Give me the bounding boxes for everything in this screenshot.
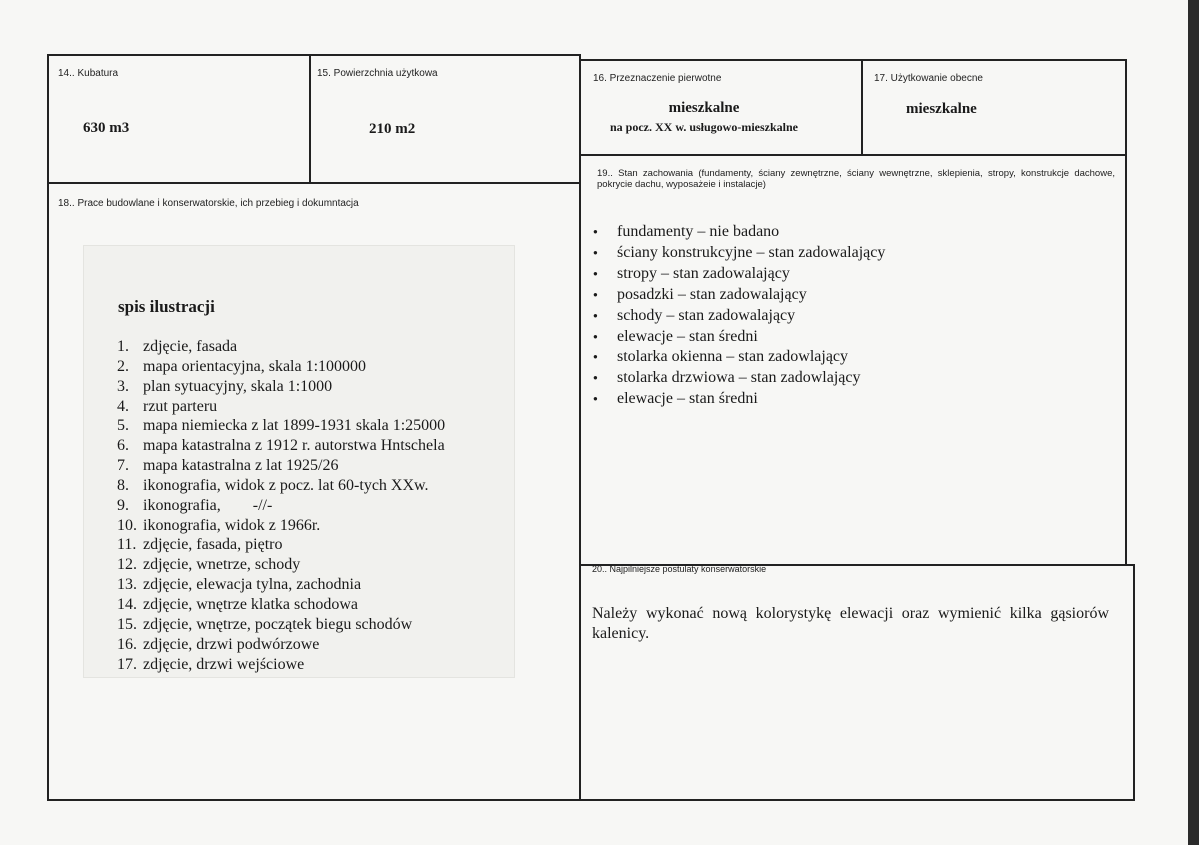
list-item: ● stolarka okienna – stan zadowlający	[592, 347, 885, 368]
list-item: 1. zdjęcie, fasada	[117, 338, 238, 355]
illustration-list	[117, 337, 445, 674]
list-item: ● schody – stan zadowalający	[592, 306, 885, 327]
list-item: 6. mapa katastralna z 1912 r. autorstwa Hntschela	[117, 437, 445, 455]
field-17-label: 17. Użytkowanie obecne	[874, 73, 983, 84]
field-19-label: 19.. Stan zachowania (fundamenty, ściany zewnętrzne, ściany wewnętrzne, sklepienia, stropy, konstrukcje dachowe, pokrycie dachu, wyposażeie i instalacje)	[597, 168, 1115, 190]
field-15-value: 210 m2	[369, 121, 416, 137]
field-20-box	[579, 564, 1135, 801]
list-item: 16. zdjęcie, drzwi podwórzowe	[117, 635, 320, 653]
illustration-list-title: spis ilustracji	[118, 297, 215, 316]
list-item: ● stolarka drzwiowa – stan zadowlający	[592, 368, 885, 389]
list-item: 12. zdjęcie, wnetrze, schody	[117, 556, 301, 574]
list-item: 17. zdjęcie, drzwi wejściowe	[117, 655, 305, 673]
field-16-label: 16. Przeznaczenie pierwotne	[593, 73, 722, 84]
list-item: ● stropy – stan zadowalający	[592, 264, 885, 285]
field-15-label: 15. Powierzchnia użytkowa	[317, 68, 438, 79]
list-item: 15. zdjęcie, wnętrze, początek biegu schodów	[117, 615, 413, 633]
list-item: 5. mapa niemiecka z lat 1899-1931 skala 1:25000	[117, 417, 446, 435]
list-item: 11. zdjęcie, fasada, piętro	[117, 536, 283, 554]
field-14-value: 630 m3	[83, 120, 130, 136]
list-item: 8. ikonografia, widok z pocz. lat 60-tych XXw.	[117, 476, 429, 494]
field-20-text: Należy wykonać nową kolorystykę elewacji oraz wymienić kilka gąsiorów kalenicy.	[592, 605, 1109, 642]
list-item: 4. rzut parteru	[117, 397, 218, 415]
field-16-note: na pocz. XX w. usługowo-mieszkalne	[609, 120, 798, 134]
list-item: 3. plan sytuacyjny, skala 1:1000	[117, 377, 333, 395]
field-18-label: 18.. Prace budowlane i konserwatorskie, ich przebieg i dokumntacja	[58, 198, 359, 209]
list-item: ● elewacje – stan średni	[592, 389, 885, 410]
list-item: ● ściany konstrukcyjne – stan zadowalający	[592, 243, 885, 264]
scan-edge	[1188, 0, 1199, 845]
list-item: 9. ikonografia, -//-	[117, 496, 273, 514]
list-item: 10. ikonografia, widok z 1966r.	[117, 516, 321, 534]
list-item: ● fundamenty – nie badano	[592, 222, 885, 243]
list-item: 13. zdjęcie, elewacja tylna, zachodnia	[117, 576, 362, 594]
list-item: 2. mapa orientacyjna, skala 1:100000	[117, 357, 367, 375]
condition-list	[592, 222, 885, 410]
list-item: 14. zdjęcie, wnętrze klatka schodowa	[117, 595, 359, 613]
list-item: 7. mapa katastralna z lat 1925/26	[117, 457, 339, 475]
field-20-label: 20.. Najpilniejsze postulaty konserwatorskie	[592, 564, 767, 574]
list-item: ● elewacje – stan średni	[592, 327, 885, 348]
list-item: ● posadzki – stan zadowalający	[592, 285, 885, 306]
field-17-value: mieszkalne	[906, 101, 977, 117]
field-16-value: mieszkalne	[668, 100, 740, 116]
field-14-label: 14.. Kubatura	[58, 68, 119, 79]
